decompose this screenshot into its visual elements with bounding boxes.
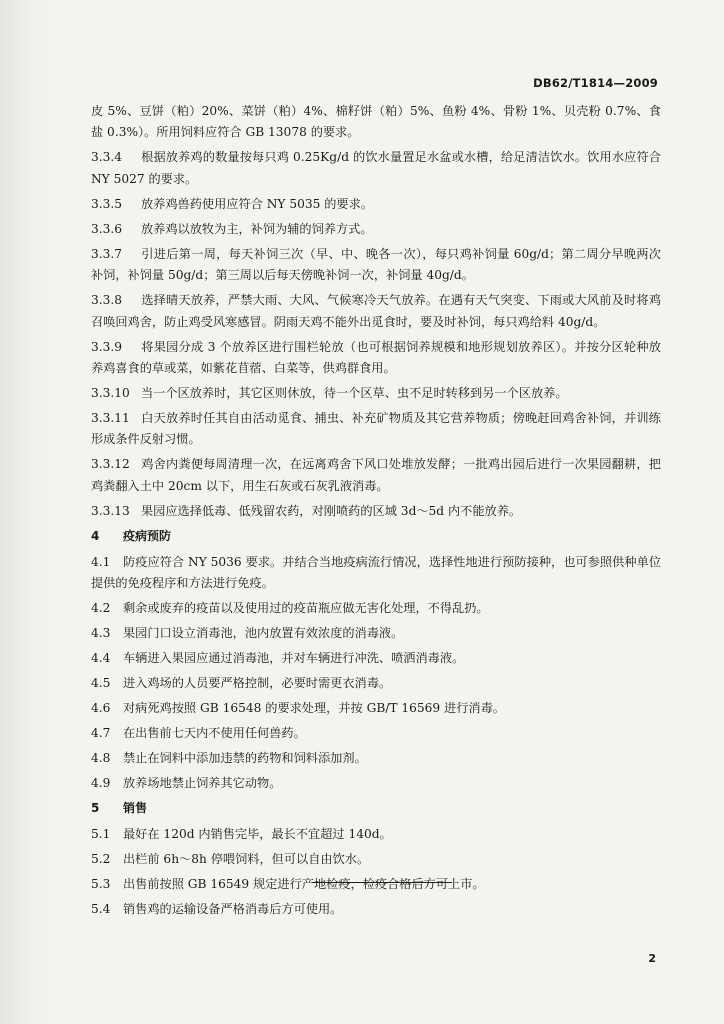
clause-4-9: [91, 773, 661, 794]
clause-text: 在出售前七天内不使用任何兽药。: [123, 726, 306, 741]
clause-number: 3.3.10: [91, 386, 130, 401]
clause-3-3-13: [91, 501, 661, 522]
clause-text: 将果园分成 3 个放养区进行围栏轮放（也可根据饲养规模和地形规划放养区）。并按分区轮种放养鸡喜食的草或菜，如紫花苜蓿、白菜等，供鸡群食用。: [91, 339, 661, 376]
section-number: 4: [91, 529, 100, 544]
section-number: 5: [91, 801, 100, 816]
clause-number: 3.3.8: [91, 293, 123, 308]
clause-number: 3.3.9: [91, 339, 123, 354]
clause-number: 3.3.13: [91, 503, 130, 518]
document-code: DB62/T1814—2009: [533, 76, 658, 90]
clause-number: 3.3.6: [91, 221, 123, 236]
end-rule: [312, 882, 452, 883]
clause-number: 3.3.5: [91, 196, 123, 211]
clause-number: 3.3.7: [91, 246, 123, 261]
clause-3-3-7: [91, 244, 661, 287]
clause-text: 出栏前 6h～8h 停喂饲料，但可以自由饮水。: [123, 851, 370, 866]
clause-text: 出售前按照 GB 16549 规定进行产地检疫，检疫合格后方可上市。: [123, 876, 485, 891]
clause-text: 防疫应符合 NY 5036 要求。并结合当地疫病流行情况，选择性地进行预防接种，也可参照供种单位提供的免疫程序和方法进行免疫。: [91, 554, 661, 591]
clause-text: 选择晴天放养，严禁大雨、大风、气候寒冷天气放养。在遇有天气突变、下雨或大风前及时将鸡召唤回鸡舍，防止鸡受风寒感冒。阴雨天鸡不能外出觅食时，要及时补饲，每只鸡给料 40g/d。: [91, 293, 661, 329]
clause-text: 放养场地禁止饲养其它动物。: [123, 776, 282, 791]
clause-number: 5.1: [91, 826, 111, 841]
clause-number: 3.3.12: [91, 457, 130, 472]
clause-3-3-5: [91, 194, 661, 215]
clause-text: 放养鸡兽药使用应符合 NY 5035 的要求。: [141, 196, 373, 211]
clause-text: 根据放养鸡的数量按每只鸡 0.25Kg/d 的饮水量置足水盆或水槽，给足清洁饮水。饮用水应符合 NY 5027 的要求。: [91, 150, 661, 186]
clause-text: 剩余或废弃的疫苗以及使用过的疫苗瓶应做无害化处理，不得乱扔。: [123, 601, 489, 616]
clause-text: 对病死鸡按照 GB 16548 的要求处理，并按 GB/T 16569 进行消毒。: [123, 701, 505, 716]
clause-5-2: [91, 849, 661, 870]
clause-4-7: [91, 723, 661, 744]
clause-5-3: [91, 874, 661, 895]
clause-number: 4.9: [91, 776, 111, 791]
clause-number: 4.3: [91, 626, 111, 641]
clause-number: 4.1: [91, 554, 111, 569]
clause-3-3-10: [91, 383, 661, 404]
clause-text: 鸡舍内粪便每周清理一次，在远离鸡舍下风口处堆放发酵；一批鸡出园后进行一次果园翻耕，把鸡粪翻入土中 20cm 以下，用生石灰或石灰乳液消毒。: [91, 457, 661, 493]
section-heading-5: [91, 798, 661, 819]
intro-paragraph: 皮 5%、豆饼（粕）20%、菜饼（粕）4%、棉籽饼（粕）5%、鱼粉 4%、骨粉 1%、贝壳粉 0.7%、食盐 0.3%）。所用饲料应符合 GB 13078 的要求。: [91, 104, 661, 140]
clause-number: 4.4: [91, 651, 111, 666]
clause-number: 3.3.4: [91, 150, 123, 165]
clause-4-1: [91, 552, 661, 595]
clause-number: 5.3: [91, 876, 111, 891]
clause-number: 4.8: [91, 751, 111, 766]
clause-3-3-8: [91, 290, 661, 333]
clause-3-3-4: [91, 147, 661, 190]
section-heading-4: [91, 526, 661, 547]
section-title: 销售: [123, 801, 148, 816]
section-title: 疫病预防: [123, 529, 172, 544]
clause-text: 引进后第一周，每天补饲三次（早、中、晚各一次），每只鸡补饲量 60g/d；第二周分早晚两次补饲，补饲量 50g/d；第三周以后每天傍晚补饲一次，补饲量 40g/d。: [91, 246, 661, 283]
clause-3-3-9: [91, 337, 661, 380]
clause-number: 4.6: [91, 701, 111, 716]
clause-text: 最好在 120d 内销售完毕，最长不宜超过 140d。: [123, 826, 392, 841]
clause-4-6: [91, 698, 661, 719]
clause-4-2: [91, 598, 661, 619]
page-number: 2: [648, 952, 656, 965]
document-body: [91, 101, 661, 924]
clause-text: 销售鸡的运输设备严格消毒后方可使用。: [123, 901, 343, 916]
clause-text: 进入鸡场的人员要严格控制，必要时需更衣消毒。: [123, 676, 392, 691]
clause-number: 5.4: [91, 901, 111, 916]
clause-number: 3.3.11: [91, 411, 130, 426]
clause-4-4: [91, 648, 661, 669]
clause-4-8: [91, 748, 661, 769]
clause-text: 果园应选择低毒、低残留农药，对刚喷药的区域 3d～5d 内不能放养。: [141, 503, 522, 518]
clause-4-5: [91, 673, 661, 694]
clause-text: 果园门口设立消毒池，池内放置有效浓度的消毒液。: [123, 626, 404, 641]
clause-3-3-12: [91, 454, 661, 497]
clause-5-4: [91, 899, 661, 920]
clause-5-1: [91, 824, 661, 845]
clause-text: 当一个区放养时，其它区则休放，待一个区草、虫不足时转移到另一个区放养。: [141, 386, 568, 401]
clause-text: 放养鸡以放牧为主，补饲为辅的饲养方式。: [141, 221, 373, 236]
clause-text: 白天放养时任其自由活动觅食、捕虫、补充矿物质及其它营养物质；傍晚赶回鸡舍补饲，并训练形成条件反射习惯。: [91, 411, 661, 447]
clause-number: 4.7: [91, 726, 111, 741]
clause-3-3-11: [91, 408, 661, 451]
clause-number: 5.2: [91, 851, 111, 866]
clause-number: 4.5: [91, 676, 111, 691]
clause-number: 4.2: [91, 601, 111, 616]
clause-3-3-6: [91, 219, 661, 240]
clause-text: 禁止在饲料中添加违禁的药物和饲料添加剂。: [123, 751, 367, 766]
clause-4-3: [91, 623, 661, 644]
clause-text: 车辆进入果园应通过消毒池，并对车辆进行冲洗、喷洒消毒液。: [123, 651, 465, 666]
